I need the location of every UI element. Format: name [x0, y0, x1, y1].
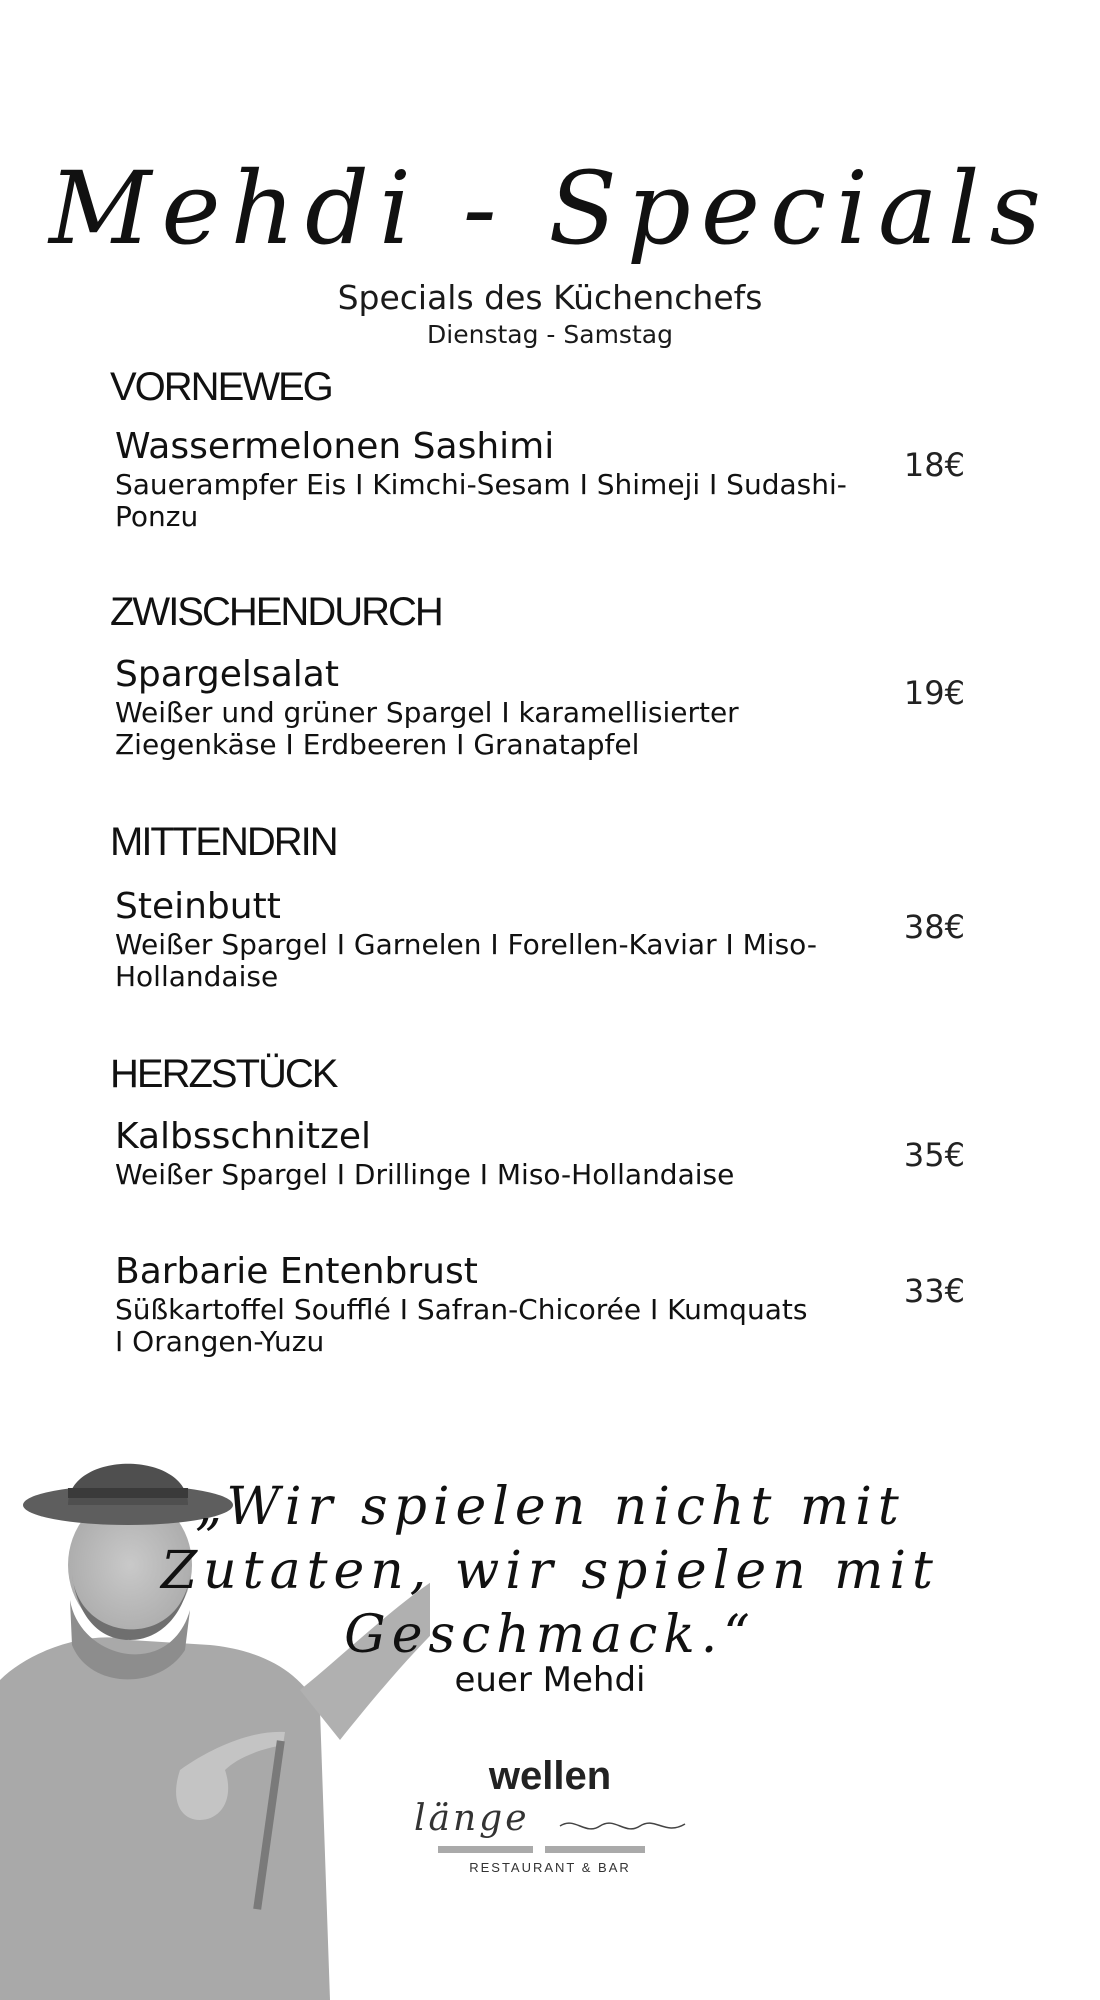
item-name: Wassermelonen Sashimi	[115, 426, 555, 467]
logo-script: länge	[414, 1798, 530, 1839]
item-price: 35€	[903, 1136, 965, 1174]
restaurant-logo	[410, 1752, 690, 1882]
menu-item	[115, 425, 875, 533]
item-price: 18€	[903, 446, 965, 484]
item-name: Spargelsalat	[115, 654, 339, 695]
section-title-mittendrin: MITTENDRIN	[110, 820, 337, 864]
menu-item	[115, 885, 875, 993]
item-description-line: Hollandaise	[115, 960, 279, 993]
item-name: Steinbutt	[115, 886, 281, 927]
item-price: 33€	[903, 1272, 965, 1310]
item-price: 38€	[903, 908, 965, 946]
quote-line: „Wir spielen nicht mit	[195, 1477, 905, 1537]
page-title: Mehdi - Specials	[49, 150, 1051, 267]
item-description-line: I Orangen-Yuzu	[115, 1325, 325, 1358]
item-description-line: Weißer Spargel I Garnelen I Forellen-Kaviar I Miso-	[115, 928, 817, 961]
item-description-line: Sauerampfer Eis I Kimchi-Sesam I Shimeji I Sudashi-	[115, 468, 847, 501]
logo-lines-icon	[410, 1796, 690, 1856]
page-subtitle: Specials des Küchenchefs	[337, 278, 763, 317]
item-name: Barbarie Entenbrust	[115, 1251, 478, 1292]
section-title-vorneweg: VORNEWEG	[110, 365, 332, 409]
chef-quote	[150, 1475, 950, 1667]
item-name: Kalbsschnitzel	[115, 1116, 371, 1157]
item-description-line: Ponzu	[115, 500, 199, 533]
section-title-herzstueck: HERZSTÜCK	[110, 1052, 337, 1096]
section-title-zwischendurch: ZWISCHENDURCH	[110, 590, 442, 634]
service-days: Dienstag - Samstag	[427, 320, 673, 349]
menu-item	[115, 1115, 875, 1191]
item-description-line: Ziegenkäse I Erdbeeren I Granatapfel	[115, 728, 640, 761]
quote-line: Geschmack.“	[344, 1605, 756, 1665]
menu-item	[115, 1250, 875, 1358]
quote-line: Zutaten, wir spielen mit	[161, 1541, 939, 1601]
item-description-line: Weißer Spargel I Drillinge I Miso-Hollandaise	[115, 1158, 735, 1191]
item-price: 19€	[903, 674, 965, 712]
item-description-line: Weißer und grüner Spargel I karamellisierter	[115, 696, 739, 729]
logo-tagline: RESTAURANT & BAR	[469, 1860, 631, 1875]
item-description-line: Süßkartoffel Soufflé I Safran-Chicorée I Kumquats	[115, 1293, 808, 1326]
menu-item	[115, 653, 875, 761]
logo-wordmark: wellen	[488, 1754, 612, 1798]
quote-signature: euer Mehdi	[454, 1660, 646, 1700]
